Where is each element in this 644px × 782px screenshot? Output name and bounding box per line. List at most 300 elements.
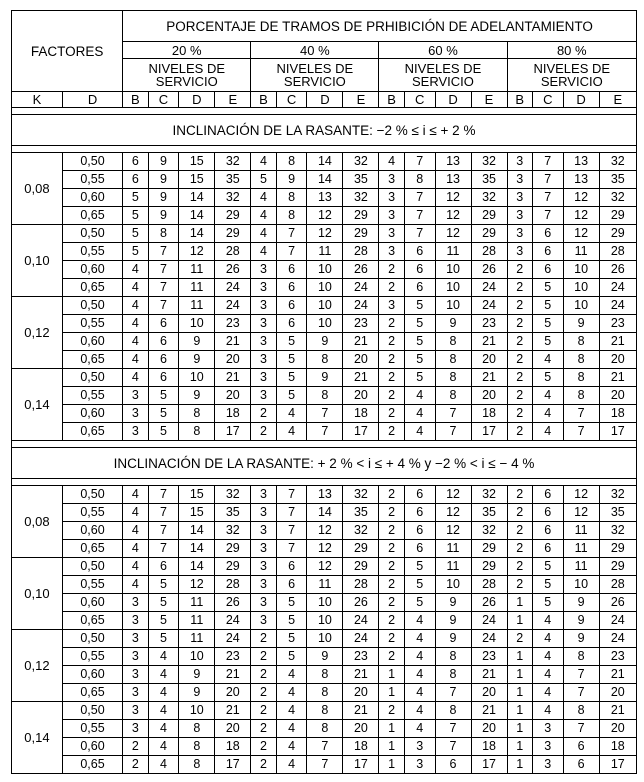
service-level-letter: C: [532, 92, 563, 108]
d-value: 0,55: [62, 387, 122, 405]
table-cell: 32: [215, 153, 251, 171]
table-cell: 29: [471, 207, 507, 225]
table-cell: 26: [343, 261, 379, 279]
table-cell: 32: [343, 189, 379, 207]
d-value: 0,60: [62, 594, 122, 612]
table-cell: 3: [507, 189, 532, 207]
table-cell: 4: [404, 423, 435, 441]
table-cell: 4: [532, 702, 563, 720]
table-cell: 4: [404, 702, 435, 720]
table-cell: 5: [148, 387, 179, 405]
table-cell: 7: [307, 756, 343, 774]
k-value: 0,08: [12, 153, 63, 225]
table-cell: 4: [404, 720, 435, 738]
table-cell: 7: [307, 738, 343, 756]
table-cell: 32: [471, 486, 507, 504]
d-value: 0,60: [62, 738, 122, 756]
table-cell: 8: [404, 171, 435, 189]
table-cell: 4: [276, 684, 307, 702]
table-cell: 10: [307, 297, 343, 315]
table-cell: 3: [507, 243, 532, 261]
table-cell: 12: [307, 225, 343, 243]
k-value: 0,12: [12, 297, 63, 369]
table-cell: 4: [148, 684, 179, 702]
table-cell: 2: [123, 738, 148, 756]
table-row: [12, 684, 637, 702]
table-cell: 8: [276, 153, 307, 171]
table-cell: 4: [532, 351, 563, 369]
table-cell: 12: [563, 189, 599, 207]
table-cell: 5: [532, 333, 563, 351]
table-row: [12, 720, 637, 738]
table-cell: 9: [179, 387, 215, 405]
table-cell: 6: [532, 225, 563, 243]
table-cell: 26: [215, 261, 251, 279]
d-value: 0,50: [62, 225, 122, 243]
table-cell: 6: [532, 540, 563, 558]
table-cell: 7: [148, 486, 179, 504]
table-cell: 8: [307, 666, 343, 684]
table-cell: 29: [343, 540, 379, 558]
table-cell: 3: [251, 576, 276, 594]
table-cell: 4: [404, 405, 435, 423]
table-cell: 8: [276, 189, 307, 207]
table-cell: 11: [179, 630, 215, 648]
table-cell: 9: [563, 594, 599, 612]
niveles-header-80: NIVELES DE SERVICIO: [507, 59, 636, 92]
table-row: [12, 486, 637, 504]
table-cell: 2: [251, 666, 276, 684]
table-cell: 29: [215, 225, 251, 243]
d-value: 0,50: [62, 153, 122, 171]
table-cell: 2: [379, 540, 404, 558]
table-cell: 5: [276, 648, 307, 666]
table-cell: 3: [123, 630, 148, 648]
table-cell: 4: [276, 702, 307, 720]
table-cell: 3: [379, 189, 404, 207]
table-row: [12, 333, 637, 351]
table-cell: 7: [435, 720, 471, 738]
k-value: 0,14: [12, 369, 63, 441]
table-cell: 7: [435, 405, 471, 423]
table-cell: 2: [379, 279, 404, 297]
table-cell: 32: [599, 522, 636, 540]
table-cell: 3: [251, 486, 276, 504]
table-cell: 5: [148, 594, 179, 612]
table-cell: 7: [435, 423, 471, 441]
table-cell: 26: [599, 261, 636, 279]
table-cell: 5: [404, 315, 435, 333]
table-cell: 18: [343, 738, 379, 756]
table-cell: 18: [599, 738, 636, 756]
table-cell: 2: [379, 423, 404, 441]
table-cell: 1: [379, 756, 404, 774]
table-cell: 5: [276, 630, 307, 648]
table-cell: 5: [123, 207, 148, 225]
table-cell: 23: [471, 315, 507, 333]
table-cell: 28: [215, 576, 251, 594]
table-cell: 7: [435, 684, 471, 702]
table-cell: 4: [123, 297, 148, 315]
table-row: [12, 612, 637, 630]
table-cell: 5: [276, 612, 307, 630]
table-cell: 3: [123, 684, 148, 702]
table-cell: 10: [307, 612, 343, 630]
table-cell: 8: [435, 666, 471, 684]
table-cell: 28: [343, 243, 379, 261]
table-cell: 35: [343, 171, 379, 189]
table-cell: 8: [435, 351, 471, 369]
table-cell: 23: [343, 315, 379, 333]
d-value: 0,60: [62, 666, 122, 684]
d-value: 0,55: [62, 648, 122, 666]
table-cell: 32: [215, 486, 251, 504]
table-cell: 3: [532, 738, 563, 756]
table-cell: 14: [307, 171, 343, 189]
table-cell: 5: [404, 297, 435, 315]
table-cell: 3: [251, 522, 276, 540]
table-cell: 29: [215, 558, 251, 576]
service-level-letter: B: [251, 92, 276, 108]
table-cell: 3: [507, 225, 532, 243]
table-cell: 35: [471, 171, 507, 189]
table-cell: 5: [148, 405, 179, 423]
table-cell: 35: [343, 504, 379, 522]
table-cell: 4: [379, 153, 404, 171]
table-cell: 3: [251, 351, 276, 369]
table-cell: 17: [599, 756, 636, 774]
service-level-letter: D: [179, 92, 215, 108]
d-value: 0,55: [62, 720, 122, 738]
table-cell: 11: [563, 243, 599, 261]
table-cell: 24: [599, 630, 636, 648]
table-cell: 20: [343, 684, 379, 702]
k-value: 0,12: [12, 630, 63, 702]
table-row: [12, 369, 637, 387]
table-cell: 3: [251, 540, 276, 558]
table-cell: 28: [471, 576, 507, 594]
table-cell: 6: [532, 243, 563, 261]
table-cell: 4: [276, 756, 307, 774]
table-cell: 14: [179, 540, 215, 558]
table-cell: 13: [563, 171, 599, 189]
table-cell: 3: [123, 423, 148, 441]
table-cell: 7: [532, 189, 563, 207]
table-row: [12, 351, 637, 369]
table-cell: 26: [471, 594, 507, 612]
table-cell: 6: [276, 261, 307, 279]
table-cell: 14: [307, 504, 343, 522]
table-cell: 23: [471, 648, 507, 666]
table-cell: 12: [435, 225, 471, 243]
table-cell: 29: [599, 540, 636, 558]
table-cell: 5: [532, 369, 563, 387]
table-cell: 8: [307, 387, 343, 405]
table-cell: 3: [251, 369, 276, 387]
table-cell: 2: [251, 720, 276, 738]
table-cell: 5: [148, 612, 179, 630]
table-cell: 4: [532, 684, 563, 702]
table-cell: 29: [215, 207, 251, 225]
table-cell: 21: [343, 333, 379, 351]
table-cell: 2: [251, 423, 276, 441]
table-cell: 2: [379, 594, 404, 612]
table-cell: 2: [379, 486, 404, 504]
table-cell: 8: [563, 387, 599, 405]
k-value: 0,08: [12, 486, 63, 558]
table-cell: 20: [599, 720, 636, 738]
table-cell: 6: [404, 486, 435, 504]
table-cell: 9: [148, 207, 179, 225]
table-cell: 2: [507, 297, 532, 315]
table-cell: 2: [379, 648, 404, 666]
d-value: 0,65: [62, 207, 122, 225]
table-cell: 3: [251, 387, 276, 405]
table-row: [12, 540, 637, 558]
table-cell: 32: [471, 522, 507, 540]
d-value: 0,55: [62, 171, 122, 189]
table-cell: 2: [507, 576, 532, 594]
table-cell: 12: [563, 504, 599, 522]
d-value: 0,65: [62, 423, 122, 441]
table-cell: 4: [123, 315, 148, 333]
service-level-letter: E: [471, 92, 507, 108]
table-cell: 9: [307, 648, 343, 666]
table-cell: 8: [179, 423, 215, 441]
table-cell: 6: [404, 261, 435, 279]
table-cell: 5: [276, 351, 307, 369]
table-cell: 7: [276, 504, 307, 522]
table-cell: 9: [179, 666, 215, 684]
service-level-letter: B: [507, 92, 532, 108]
table-cell: 7: [404, 207, 435, 225]
table-cell: 21: [599, 333, 636, 351]
table-cell: 8: [435, 333, 471, 351]
table-cell: 10: [179, 648, 215, 666]
table-cell: 3: [123, 666, 148, 684]
main-title: PORCENTAJE DE TRAMOS DE PRHIBICIÓN DE ADELANTAMIENTO: [123, 11, 637, 42]
table-cell: 5: [276, 594, 307, 612]
table-cell: 2: [379, 522, 404, 540]
table-cell: 29: [471, 558, 507, 576]
table-cell: 10: [563, 576, 599, 594]
table-cell: 6: [404, 540, 435, 558]
table-cell: 21: [343, 702, 379, 720]
table-cell: 4: [123, 486, 148, 504]
table-cell: 17: [471, 756, 507, 774]
table-cell: 24: [343, 297, 379, 315]
table-cell: 2: [379, 630, 404, 648]
d-value: 0,50: [62, 630, 122, 648]
table-row: [12, 630, 637, 648]
table-cell: 26: [471, 261, 507, 279]
table-cell: 3: [379, 297, 404, 315]
table-cell: 29: [599, 207, 636, 225]
table-cell: 2: [379, 369, 404, 387]
table-cell: 20: [215, 720, 251, 738]
table-cell: 6: [404, 504, 435, 522]
d-value: 0,65: [62, 684, 122, 702]
table-cell: 1: [507, 594, 532, 612]
table-cell: 10: [435, 261, 471, 279]
pct-20-header: 20 %: [123, 42, 251, 59]
table-cell: 6: [123, 153, 148, 171]
table-cell: 8: [307, 702, 343, 720]
table-cell: 10: [307, 594, 343, 612]
section-spacer: [12, 441, 637, 448]
table-row: [12, 315, 637, 333]
table-cell: 23: [343, 648, 379, 666]
table-cell: 9: [563, 612, 599, 630]
table-cell: 5: [404, 333, 435, 351]
table-cell: 20: [471, 684, 507, 702]
table-row: [12, 648, 637, 666]
table-cell: 4: [123, 558, 148, 576]
table-cell: 32: [471, 153, 507, 171]
table-cell: 20: [215, 387, 251, 405]
table-cell: 2: [251, 648, 276, 666]
table-cell: 7: [276, 486, 307, 504]
table-cell: 5: [404, 594, 435, 612]
table-cell: 20: [215, 684, 251, 702]
table-cell: 12: [179, 243, 215, 261]
table-cell: 12: [435, 486, 471, 504]
table-cell: 2: [379, 558, 404, 576]
table-cell: 2: [507, 279, 532, 297]
table-wrapper: [11, 10, 637, 774]
table-cell: 10: [307, 279, 343, 297]
d-value: 0,55: [62, 243, 122, 261]
table-cell: 8: [179, 405, 215, 423]
table-cell: 9: [563, 315, 599, 333]
table-cell: 15: [179, 486, 215, 504]
table-cell: 2: [507, 333, 532, 351]
service-level-letter: D: [563, 92, 599, 108]
table-cell: 2: [507, 315, 532, 333]
table-cell: 4: [123, 351, 148, 369]
table-cell: 8: [563, 702, 599, 720]
table-cell: 4: [532, 405, 563, 423]
d-value: 0,55: [62, 504, 122, 522]
table-cell: 32: [471, 189, 507, 207]
table-cell: 8: [179, 720, 215, 738]
table-cell: 12: [307, 540, 343, 558]
table-cell: 2: [251, 405, 276, 423]
table-cell: 4: [276, 738, 307, 756]
k-header: K: [12, 92, 63, 108]
table-cell: 10: [179, 702, 215, 720]
table-cell: 32: [599, 153, 636, 171]
table-cell: 24: [215, 297, 251, 315]
table-cell: 4: [251, 225, 276, 243]
table-cell: 21: [215, 702, 251, 720]
table-cell: 13: [307, 486, 343, 504]
table-cell: 13: [563, 153, 599, 171]
table-cell: 24: [471, 612, 507, 630]
table-cell: 7: [532, 171, 563, 189]
table-cell: 7: [404, 189, 435, 207]
table-cell: 4: [123, 540, 148, 558]
table-cell: 17: [343, 423, 379, 441]
table-cell: 2: [507, 522, 532, 540]
table-cell: 7: [563, 666, 599, 684]
table-cell: 2: [251, 684, 276, 702]
table-cell: 4: [532, 666, 563, 684]
table-cell: 24: [215, 630, 251, 648]
table-cell: 12: [307, 207, 343, 225]
table-row: [12, 387, 637, 405]
table-cell: 4: [148, 648, 179, 666]
table-cell: 24: [471, 279, 507, 297]
table-cell: 32: [343, 486, 379, 504]
table-cell: 32: [343, 153, 379, 171]
table-cell: 21: [599, 702, 636, 720]
table-cell: 21: [599, 369, 636, 387]
table-cell: 6: [276, 279, 307, 297]
table-cell: 11: [563, 522, 599, 540]
table-cell: 7: [532, 153, 563, 171]
d-value: 0,50: [62, 297, 122, 315]
table-cell: 3: [379, 225, 404, 243]
table-cell: 1: [507, 648, 532, 666]
table-cell: 1: [507, 720, 532, 738]
table-row: [12, 153, 637, 171]
table-cell: 15: [179, 171, 215, 189]
table-cell: 24: [599, 279, 636, 297]
table-row: [12, 756, 637, 774]
table-cell: 20: [343, 351, 379, 369]
table-cell: 9: [179, 684, 215, 702]
pct-40-header: 40 %: [251, 42, 379, 59]
table-cell: 9: [435, 594, 471, 612]
table-cell: 7: [276, 225, 307, 243]
table-cell: 3: [379, 171, 404, 189]
table-cell: 11: [307, 243, 343, 261]
table-row: [12, 405, 637, 423]
table-cell: 17: [599, 423, 636, 441]
table-row: [12, 171, 637, 189]
table-row: [12, 504, 637, 522]
table-cell: 4: [251, 153, 276, 171]
table-cell: 10: [179, 369, 215, 387]
table-cell: 6: [148, 351, 179, 369]
table-cell: 4: [251, 207, 276, 225]
table-cell: 7: [276, 522, 307, 540]
table-cell: 7: [435, 738, 471, 756]
pct-80-header: 80 %: [507, 42, 636, 59]
table-cell: 20: [343, 720, 379, 738]
d-value: 0,60: [62, 333, 122, 351]
table-cell: 9: [148, 189, 179, 207]
table-cell: 24: [343, 630, 379, 648]
table-cell: 8: [435, 702, 471, 720]
table-cell: 8: [563, 351, 599, 369]
table-cell: 2: [379, 702, 404, 720]
table-cell: 12: [307, 522, 343, 540]
table-cell: 7: [276, 540, 307, 558]
table-cell: 29: [343, 225, 379, 243]
table-cell: 3: [251, 594, 276, 612]
table-cell: 5: [532, 558, 563, 576]
table-cell: 2: [251, 702, 276, 720]
table-cell: 3: [251, 279, 276, 297]
table-cell: 7: [148, 297, 179, 315]
table-cell: 11: [435, 540, 471, 558]
table-cell: 21: [215, 333, 251, 351]
table-cell: 4: [404, 612, 435, 630]
table-cell: 1: [379, 666, 404, 684]
table-cell: 4: [276, 405, 307, 423]
